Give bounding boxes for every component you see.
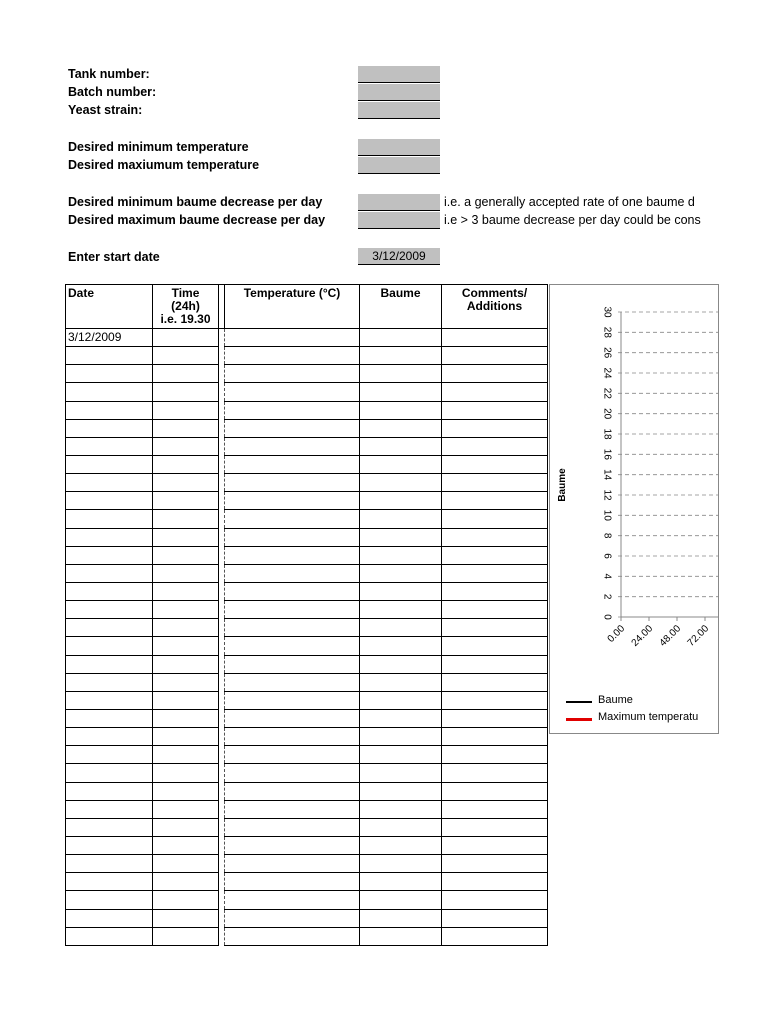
- baume-cell[interactable]: [360, 927, 442, 945]
- log-table-body: [66, 329, 548, 946]
- baume-cell[interactable]: [360, 474, 442, 492]
- date-cell[interactable]: [66, 728, 153, 746]
- min-baume-note: i.e. a generally accepted rate of one baume d: [444, 195, 695, 209]
- date-cell[interactable]: [66, 582, 153, 600]
- time-cell[interactable]: [153, 855, 219, 873]
- table-row: [66, 437, 548, 455]
- comments-cell[interactable]: [442, 728, 548, 746]
- comments-cell[interactable]: [442, 437, 548, 455]
- temperature-cell[interactable]: [225, 564, 360, 582]
- time-cell[interactable]: [153, 601, 219, 619]
- comments-cell[interactable]: [442, 691, 548, 709]
- y-tick-label: 14: [601, 469, 613, 481]
- date-cell[interactable]: [66, 492, 153, 510]
- comments-cell[interactable]: [442, 383, 548, 401]
- table-row: [66, 619, 548, 637]
- comments-cell[interactable]: [442, 709, 548, 727]
- baume-cell[interactable]: [360, 909, 442, 927]
- batch-number-input[interactable]: [358, 84, 440, 101]
- min-temperature-label: Desired minimum temperature: [68, 140, 249, 154]
- y-tick-label: 30: [601, 306, 613, 318]
- time-cell[interactable]: [153, 329, 219, 347]
- temperature-cell[interactable]: [225, 383, 360, 401]
- y-axis-title: Baume: [557, 468, 568, 502]
- table-row: [66, 818, 548, 836]
- date-cell[interactable]: [66, 800, 153, 818]
- temperature-cell[interactable]: [225, 347, 360, 365]
- temperature-cell[interactable]: [225, 746, 360, 764]
- comments-cell[interactable]: [442, 800, 548, 818]
- table-row: [66, 492, 548, 510]
- comments-cell[interactable]: [442, 619, 548, 637]
- temperature-cell[interactable]: [225, 891, 360, 909]
- table-row: [66, 582, 548, 600]
- table-row: [66, 347, 548, 365]
- temperature-cell[interactable]: [225, 728, 360, 746]
- date-cell[interactable]: [66, 927, 153, 945]
- temperature-cell[interactable]: [225, 419, 360, 437]
- y-tick-label: 10: [601, 509, 613, 521]
- legend-max-temperature-swatch: [566, 718, 592, 721]
- time-cell[interactable]: [153, 782, 219, 800]
- baume-cell[interactable]: [360, 564, 442, 582]
- comments-cell[interactable]: [442, 782, 548, 800]
- temperature-cell[interactable]: [225, 836, 360, 854]
- temperature-cell[interactable]: [225, 492, 360, 510]
- baume-cell[interactable]: [360, 365, 442, 383]
- table-row: [66, 365, 548, 383]
- comments-cell[interactable]: [442, 818, 548, 836]
- y-tick-label: 20: [601, 408, 613, 420]
- time-cell[interactable]: [153, 728, 219, 746]
- date-cell[interactable]: [66, 637, 153, 655]
- table-row: [66, 927, 548, 945]
- temperature-cell[interactable]: [225, 709, 360, 727]
- comments-cell[interactable]: [442, 746, 548, 764]
- date-cell[interactable]: [66, 746, 153, 764]
- start-date-label: Enter start date: [68, 250, 160, 264]
- baume-cell[interactable]: [360, 764, 442, 782]
- table-row: [66, 383, 548, 401]
- table-row: [66, 691, 548, 709]
- date-cell[interactable]: [66, 855, 153, 873]
- baume-cell[interactable]: [360, 855, 442, 873]
- date-cell[interactable]: [66, 528, 153, 546]
- time-cell[interactable]: [153, 891, 219, 909]
- temperature-cell[interactable]: [225, 691, 360, 709]
- date-cell[interactable]: 3/12/2009: [66, 329, 153, 347]
- temperature-cell[interactable]: [225, 909, 360, 927]
- table-row: [66, 655, 548, 673]
- y-tick-label: 8: [601, 532, 613, 539]
- table-row: [66, 836, 548, 854]
- baume-cell[interactable]: [360, 673, 442, 691]
- baume-cell[interactable]: [360, 383, 442, 401]
- table-row: [66, 709, 548, 727]
- comments-cell[interactable]: [442, 419, 548, 437]
- temperature-cell[interactable]: [225, 655, 360, 673]
- table-row: [66, 564, 548, 582]
- comments-cell[interactable]: [442, 855, 548, 873]
- table-row: [66, 329, 548, 347]
- y-tick-label: 24: [601, 367, 613, 379]
- temperature-cell[interactable]: [225, 528, 360, 546]
- table-row: [66, 601, 548, 619]
- baume-cell[interactable]: [360, 873, 442, 891]
- temperature-cell[interactable]: [225, 582, 360, 600]
- temperature-cell[interactable]: [225, 927, 360, 945]
- baume-cell[interactable]: [360, 510, 442, 528]
- table-row: [66, 855, 548, 873]
- baume-chart-plot: [550, 285, 719, 734]
- time-cell[interactable]: [153, 673, 219, 691]
- x-tick-label: 48.00: [657, 623, 684, 649]
- baume-cell[interactable]: [360, 528, 442, 546]
- comments-cell[interactable]: [442, 329, 548, 347]
- baume-cell[interactable]: [360, 818, 442, 836]
- baume-cell[interactable]: [360, 437, 442, 455]
- table-row: [66, 510, 548, 528]
- time-cell[interactable]: [153, 637, 219, 655]
- y-tick-label: 18: [601, 428, 613, 440]
- date-cell[interactable]: [66, 564, 153, 582]
- comments-cell[interactable]: [442, 582, 548, 600]
- time-cell[interactable]: [153, 492, 219, 510]
- time-cell[interactable]: [153, 619, 219, 637]
- temperature-cell[interactable]: [225, 673, 360, 691]
- min-baume-decrease-label: Desired minimum baume decrease per day: [68, 195, 323, 209]
- tank-number-input[interactable]: [358, 66, 440, 83]
- table-row: [66, 873, 548, 891]
- table-row: [66, 746, 548, 764]
- baume-cell[interactable]: [360, 582, 442, 600]
- x-tick-label: 24.00: [629, 623, 656, 649]
- date-cell[interactable]: [66, 691, 153, 709]
- comments-cell[interactable]: [442, 510, 548, 528]
- time-cell[interactable]: [153, 564, 219, 582]
- baume-cell[interactable]: [360, 329, 442, 347]
- table-row: [66, 909, 548, 927]
- time-cell[interactable]: [153, 709, 219, 727]
- table-row: [66, 764, 548, 782]
- baume-cell[interactable]: [360, 492, 442, 510]
- y-tick-label: 6: [601, 553, 613, 559]
- legend-baume-label: Baume: [598, 694, 633, 706]
- baume-chart: [549, 284, 719, 734]
- max-temperature-input[interactable]: [358, 157, 440, 174]
- baume-cell[interactable]: [360, 691, 442, 709]
- baume-column-header: Baume: [360, 285, 442, 329]
- comments-cell[interactable]: [442, 909, 548, 927]
- baume-cell[interactable]: [360, 836, 442, 854]
- time-cell[interactable]: [153, 401, 219, 419]
- date-cell[interactable]: [66, 655, 153, 673]
- temperature-cell[interactable]: [225, 474, 360, 492]
- max-baume-note: i.e > 3 baume decrease per day could be cons: [444, 213, 701, 227]
- y-tick-label: 12: [601, 489, 613, 501]
- date-cell[interactable]: [66, 709, 153, 727]
- date-cell[interactable]: [66, 601, 153, 619]
- max-baume-decrease-label: Desired maximum baume decrease per day: [68, 213, 326, 227]
- date-cell[interactable]: [66, 383, 153, 401]
- comments-cell[interactable]: [442, 673, 548, 691]
- start-date-input[interactable]: 3/12/2009: [358, 248, 440, 265]
- date-cell[interactable]: [66, 455, 153, 473]
- temperature-cell[interactable]: [225, 637, 360, 655]
- max-temperature-label: Desired maxiumum temperature: [68, 158, 260, 172]
- time-cell[interactable]: [153, 691, 219, 709]
- time-cell[interactable]: [153, 365, 219, 383]
- baume-cell[interactable]: [360, 800, 442, 818]
- date-cell[interactable]: [66, 836, 153, 854]
- legend-baume-swatch: [566, 701, 592, 703]
- baume-cell[interactable]: [360, 619, 442, 637]
- time-cell[interactable]: [153, 528, 219, 546]
- temperature-cell[interactable]: [225, 800, 360, 818]
- temperature-column-header: Temperature (°C): [225, 285, 360, 329]
- time-cell[interactable]: [153, 927, 219, 945]
- time-cell[interactable]: [153, 909, 219, 927]
- comments-cell[interactable]: [442, 365, 548, 383]
- date-cell[interactable]: [66, 673, 153, 691]
- temperature-cell[interactable]: [225, 601, 360, 619]
- table-row: [66, 401, 548, 419]
- baume-cell[interactable]: [360, 637, 442, 655]
- table-row: [66, 891, 548, 909]
- table-row: [66, 474, 548, 492]
- baume-cell[interactable]: [360, 546, 442, 564]
- time-cell[interactable]: [153, 800, 219, 818]
- baume-cell[interactable]: [360, 455, 442, 473]
- comments-cell[interactable]: [442, 564, 548, 582]
- time-cell[interactable]: [153, 655, 219, 673]
- comments-cell[interactable]: [442, 474, 548, 492]
- time-cell[interactable]: [153, 546, 219, 564]
- comments-cell[interactable]: [442, 655, 548, 673]
- date-cell[interactable]: [66, 365, 153, 383]
- date-cell[interactable]: [66, 546, 153, 564]
- comments-cell[interactable]: [442, 637, 548, 655]
- y-tick-label: 0: [601, 614, 613, 620]
- comments-cell[interactable]: [442, 455, 548, 473]
- baume-cell[interactable]: [360, 728, 442, 746]
- time-column-header: Time (24h) i.e. 19.30: [153, 285, 219, 329]
- table-row: [66, 728, 548, 746]
- date-cell[interactable]: [66, 347, 153, 365]
- date-cell[interactable]: [66, 401, 153, 419]
- min-baume-decrease-input[interactable]: [358, 194, 440, 211]
- comments-cell[interactable]: [442, 601, 548, 619]
- temperature-cell[interactable]: [225, 764, 360, 782]
- time-cell[interactable]: [153, 455, 219, 473]
- time-cell[interactable]: [153, 474, 219, 492]
- max-baume-decrease-input[interactable]: [358, 212, 440, 229]
- table-row: [66, 528, 548, 546]
- comments-cell[interactable]: [442, 546, 548, 564]
- temperature-cell[interactable]: [225, 329, 360, 347]
- temperature-cell[interactable]: [225, 401, 360, 419]
- time-cell[interactable]: [153, 873, 219, 891]
- time-cell[interactable]: [153, 419, 219, 437]
- table-row: [66, 800, 548, 818]
- baume-cell[interactable]: [360, 782, 442, 800]
- y-tick-label: 4: [601, 573, 613, 580]
- date-column-header: Date: [66, 285, 153, 329]
- table-row: [66, 455, 548, 473]
- temperature-cell[interactable]: [225, 455, 360, 473]
- date-cell[interactable]: [66, 782, 153, 800]
- date-cell[interactable]: [66, 818, 153, 836]
- time-cell[interactable]: [153, 383, 219, 401]
- legend-max-temperature-label: Maximum temperatu: [598, 711, 699, 723]
- temperature-cell[interactable]: [225, 510, 360, 528]
- temperature-cell[interactable]: [225, 437, 360, 455]
- time-cell[interactable]: [153, 746, 219, 764]
- temperature-cell[interactable]: [225, 782, 360, 800]
- date-cell[interactable]: [66, 764, 153, 782]
- baume-cell[interactable]: [360, 709, 442, 727]
- baume-cell[interactable]: [360, 746, 442, 764]
- x-tick-label: 72.00: [685, 623, 712, 649]
- date-cell[interactable]: [66, 909, 153, 927]
- date-cell[interactable]: [66, 873, 153, 891]
- table-row: [66, 546, 548, 564]
- time-cell[interactable]: [153, 347, 219, 365]
- y-tick-label: 26: [601, 347, 613, 359]
- time-cell[interactable]: [153, 437, 219, 455]
- yeast-strain-label: Yeast strain:: [68, 103, 143, 117]
- table-row: [66, 782, 548, 800]
- batch-number-label: Batch number:: [68, 85, 157, 99]
- comments-cell[interactable]: [442, 492, 548, 510]
- yeast-strain-input[interactable]: [358, 102, 440, 119]
- comments-cell[interactable]: [442, 347, 548, 365]
- date-cell[interactable]: [66, 619, 153, 637]
- baume-cell[interactable]: [360, 419, 442, 437]
- temperature-cell[interactable]: [225, 546, 360, 564]
- y-tick-label: 28: [601, 326, 613, 338]
- date-cell[interactable]: [66, 891, 153, 909]
- temperature-cell[interactable]: [225, 365, 360, 383]
- time-cell[interactable]: [153, 764, 219, 782]
- tank-number-label: Tank number:: [68, 67, 150, 81]
- time-cell[interactable]: [153, 510, 219, 528]
- x-tick-label: 0.00: [605, 623, 628, 645]
- table-row: [66, 419, 548, 437]
- baume-cell[interactable]: [360, 655, 442, 673]
- date-cell[interactable]: [66, 474, 153, 492]
- min-temperature-input[interactable]: [358, 139, 440, 156]
- comments-column-header: Comments/ Additions: [442, 285, 548, 329]
- time-cell[interactable]: [153, 582, 219, 600]
- comments-cell[interactable]: [442, 401, 548, 419]
- table-row: [66, 637, 548, 655]
- baume-cell[interactable]: [360, 401, 442, 419]
- comments-cell[interactable]: [442, 891, 548, 909]
- time-cell[interactable]: [153, 836, 219, 854]
- baume-cell[interactable]: [360, 891, 442, 909]
- baume-cell[interactable]: [360, 601, 442, 619]
- date-cell[interactable]: [66, 510, 153, 528]
- table-row: [66, 673, 548, 691]
- comments-cell[interactable]: [442, 836, 548, 854]
- temperature-cell[interactable]: [225, 619, 360, 637]
- date-cell[interactable]: [66, 419, 153, 437]
- comments-cell[interactable]: [442, 764, 548, 782]
- y-tick-label: 16: [601, 448, 613, 460]
- date-cell[interactable]: [66, 437, 153, 455]
- baume-cell[interactable]: [360, 347, 442, 365]
- y-tick-label: 2: [601, 593, 613, 600]
- comments-cell[interactable]: [442, 927, 548, 945]
- time-cell[interactable]: [153, 818, 219, 836]
- temperature-cell[interactable]: [225, 855, 360, 873]
- y-tick-label: 22: [601, 387, 613, 399]
- comments-cell[interactable]: [442, 873, 548, 891]
- fermentation-log-table: [65, 284, 548, 946]
- temperature-cell[interactable]: [225, 818, 360, 836]
- temperature-cell[interactable]: [225, 873, 360, 891]
- comments-cell[interactable]: [442, 528, 548, 546]
